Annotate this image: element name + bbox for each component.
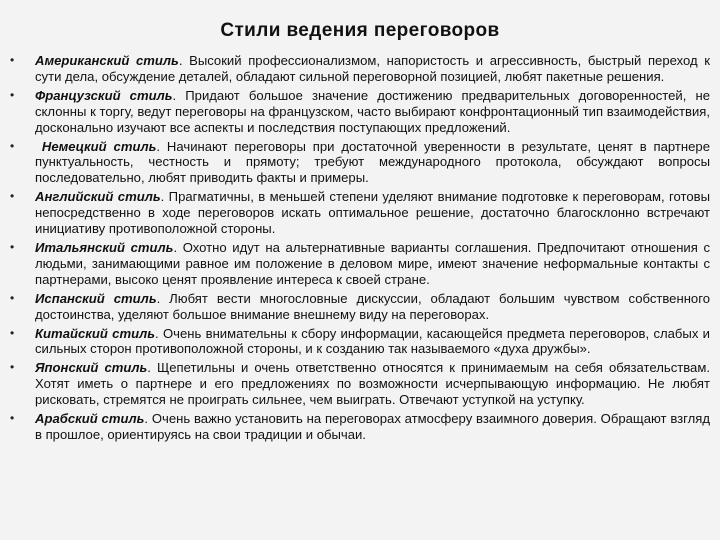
style-description: . Щепетильны и очень ответственно относятся к принимаемым на себя обязательствам. Хотят иметь о партнере и его предложениях по возможности исчерпывающую информацию. Не любят рисковать, стремятся не проиграть сильнее, чем выиграть. Отвечают уступкой на уступку. <box>35 360 710 408</box>
list-item <box>10 291 710 323</box>
style-description: . Начинают переговоры при достаточной уверенности в результате, ценят в партнере пунктуальность, честность и прямоту; требуют международного протокола, обсуждают вопросы последовательно, любят приводить факты и примеры. <box>35 138 710 186</box>
style-name: Немецкий стиль <box>35 138 157 154</box>
style-description: . Охотно идут на альтернативные варианты соглашения. Предпочитают отношения с людьми, занимающими равное им положение в деловом мире, имеют значение неформальные контакты с партнерами, высоко ценят проявление интереса к своей стране. <box>35 239 711 287</box>
style-name: Итальянский стиль <box>35 239 174 255</box>
bullet-icon: • <box>10 290 15 305</box>
slide-title: Стили ведения переговоров <box>220 20 500 41</box>
list-item <box>10 326 710 358</box>
bullet-icon: • <box>10 360 15 375</box>
list-item <box>10 53 710 85</box>
bullet-icon: • <box>10 53 15 67</box>
style-name: Китайский стиль <box>35 325 156 341</box>
style-name: Американский стиль <box>35 53 179 68</box>
style-name: Испанский стиль <box>35 290 157 306</box>
bullet-icon: • <box>10 87 15 102</box>
style-description: . Высокий профессионализмом, напористость и агрессивность, быстрый переход к сути дела, обсуждение деталей, обладают сильной переговорной позицией, любят пакетные решения. <box>35 53 710 84</box>
list-item <box>10 88 710 136</box>
list-item <box>10 411 710 443</box>
bullet-icon: • <box>10 239 15 254</box>
bullet-icon: • <box>10 189 15 204</box>
style-name: Французский стиль <box>35 87 173 103</box>
style-description: . Прагматичны, в меньшей степени уделяют внимание подготовке к переговорам, готовы непосредственно в ходе переговоров искать оптимальное решение, достаточно благосклонно встречают инициативу противоположной стороны. <box>35 189 711 237</box>
bullet-icon: • <box>10 325 15 340</box>
style-name: Английский стиль <box>35 189 161 205</box>
style-description: . Очень внимательны к сбору информации, касающейся предмета переговоров, слабых и сильных сторон противоположной стороны, и к созданию так называемого «духа дружбы». <box>35 325 710 357</box>
list-item <box>10 189 710 237</box>
list-item <box>10 139 710 187</box>
bullet-icon: • <box>10 411 15 426</box>
style-name: Арабский стиль <box>35 411 145 427</box>
negotiation-styles-list <box>10 53 710 446</box>
list-item <box>10 360 710 408</box>
style-description: . Очень важно установить на переговорах атмосферу взаимного доверия. Обращают взгляд в прошлое, ориентируясь на свои традиции и обычаи. <box>35 411 710 442</box>
style-name: Японский стиль <box>35 360 148 376</box>
style-description: . Придают большое значение достижению предварительных договоренностей, не склонны к торгу, ведут переговоры на французском, часто выбирают конфронтационный тип взаимодействия, досконально изучают все аспекты и последствия поступающих предложений. <box>35 87 710 135</box>
style-description: . Любят вести многословные дискуссии, обладают большим чувством собственного достоинства, уделяют большое внимание внешнему виду на переговорах. <box>35 290 710 322</box>
bullet-icon: • <box>10 138 15 153</box>
list-item <box>10 240 710 288</box>
